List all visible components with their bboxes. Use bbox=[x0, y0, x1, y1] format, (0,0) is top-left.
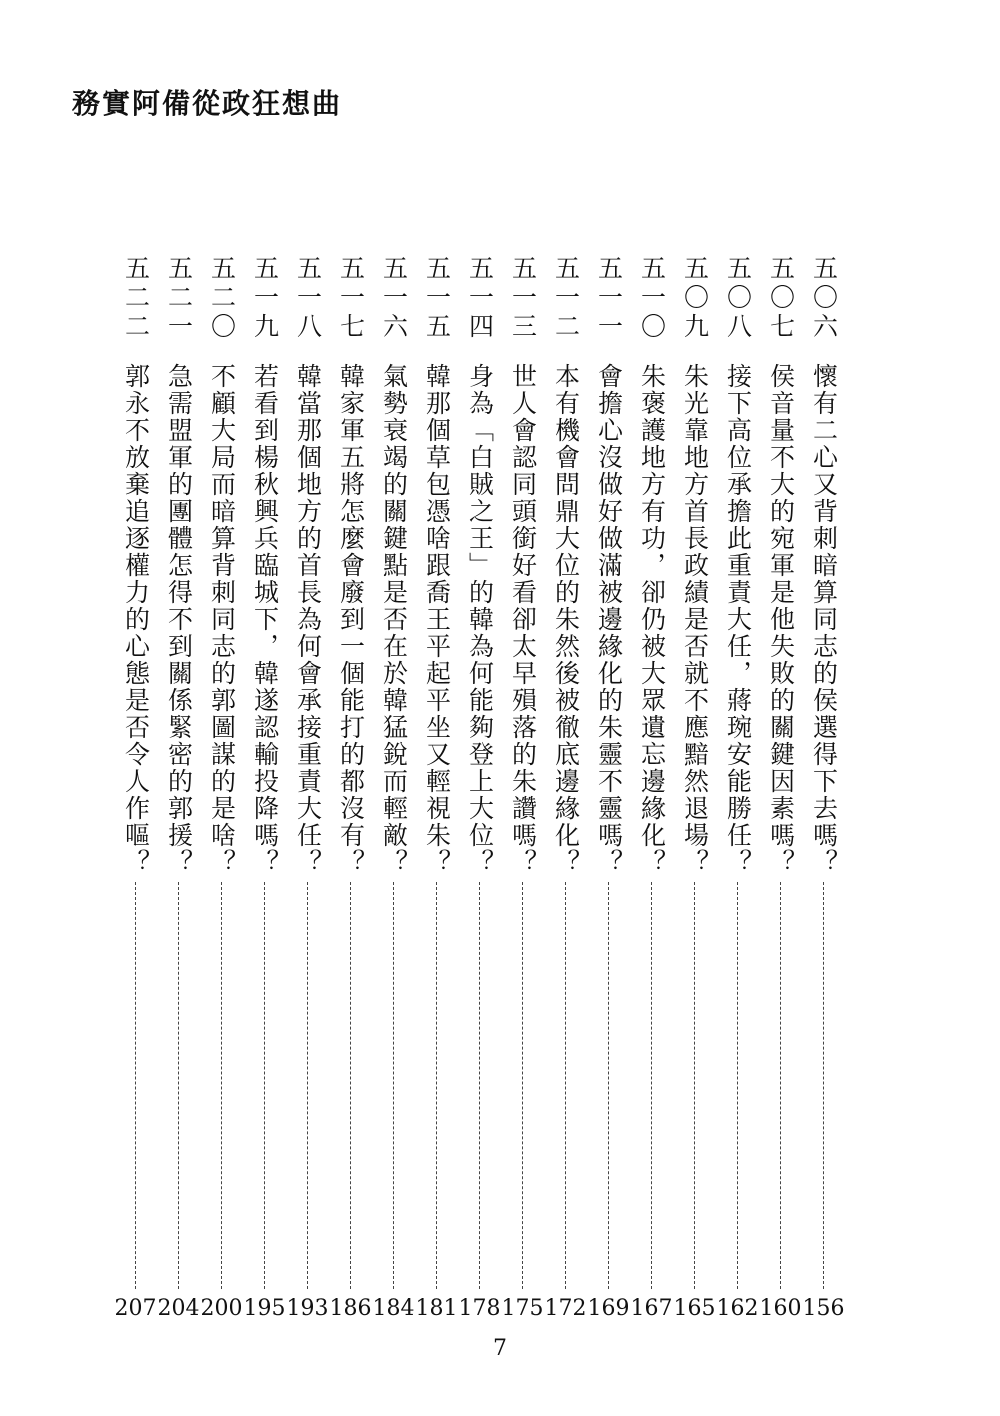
toc-entry[interactable] bbox=[673, 255, 716, 1321]
toc-entry[interactable] bbox=[501, 255, 544, 1321]
toc-entry[interactable] bbox=[759, 255, 802, 1321]
toc-entry[interactable] bbox=[157, 255, 200, 1321]
dotted-leader bbox=[823, 882, 824, 1289]
entry-page-number: 156 bbox=[802, 1296, 845, 1321]
entry-number: 五一一 bbox=[594, 255, 624, 342]
dotted-leader bbox=[135, 882, 136, 1289]
entry-title: 世人會認同頭銜好看卻太早殞落的朱讚嗎？ bbox=[508, 363, 538, 876]
toc-entry[interactable] bbox=[114, 255, 157, 1321]
dotted-leader bbox=[522, 882, 523, 1289]
entry-title: 韓當那個地方的首長為何會承接重責大任？ bbox=[293, 363, 323, 876]
toc-entry[interactable] bbox=[200, 255, 243, 1321]
entry-number: 五一二 bbox=[551, 255, 581, 342]
toc-entry[interactable] bbox=[544, 255, 587, 1321]
entry-number: 五一三 bbox=[508, 255, 538, 342]
entry-page-number: 175 bbox=[501, 1296, 544, 1321]
entry-page-number: 172 bbox=[544, 1296, 587, 1321]
entry-title: 不顧大局而暗算背刺同志的郭圖謀的是啥？ bbox=[207, 363, 237, 876]
dotted-leader bbox=[393, 882, 394, 1289]
toc-entry[interactable] bbox=[415, 255, 458, 1321]
entry-page-number: 178 bbox=[458, 1296, 501, 1321]
dotted-leader bbox=[307, 882, 308, 1289]
entry-number: 五〇八 bbox=[723, 255, 753, 342]
dotted-leader bbox=[694, 882, 695, 1289]
dotted-leader bbox=[178, 882, 179, 1289]
dotted-leader bbox=[608, 882, 609, 1289]
entry-title: 懷有二心又背刺暗算同志的侯選得下去嗎？ bbox=[809, 363, 839, 876]
entry-number: 五一七 bbox=[336, 255, 366, 342]
dotted-leader bbox=[737, 882, 738, 1289]
page-number: 7 bbox=[493, 1336, 507, 1361]
toc-entry[interactable] bbox=[716, 255, 759, 1321]
entry-number: 五一四 bbox=[465, 255, 495, 342]
toc-entry[interactable] bbox=[458, 255, 501, 1321]
entry-page-number: 169 bbox=[587, 1296, 630, 1321]
dotted-leader bbox=[479, 882, 480, 1289]
entry-page-number: 186 bbox=[329, 1296, 372, 1321]
toc-entry[interactable] bbox=[243, 255, 286, 1321]
table-of-contents bbox=[114, 255, 845, 1321]
entry-number: 五二〇 bbox=[207, 255, 237, 342]
entry-page-number: 193 bbox=[286, 1296, 329, 1321]
entry-title: 朱光靠地方首長政績是否就不應黯然退場？ bbox=[680, 363, 710, 876]
entry-title: 朱褒護地方有功，卻仍被大眾遺忘邊緣化？ bbox=[637, 363, 667, 876]
page-title: 務實阿備從政狂想曲 bbox=[72, 87, 343, 120]
entry-title: 會擔心沒做好做滿被邊緣化的朱靈不靈嗎？ bbox=[594, 363, 624, 876]
toc-entry[interactable] bbox=[802, 255, 845, 1321]
entry-number: 五一〇 bbox=[637, 255, 667, 342]
dotted-leader bbox=[350, 882, 351, 1289]
entry-number: 五二二 bbox=[121, 255, 151, 342]
entry-page-number: 184 bbox=[372, 1296, 415, 1321]
entry-number: 五〇九 bbox=[680, 255, 710, 342]
entry-title: 接下高位承擔此重責大任，蔣琬安能勝任？ bbox=[723, 363, 753, 876]
entry-title: 韓那個草包憑啥跟喬王平起平坐又輕視朱？ bbox=[422, 363, 452, 876]
entry-title: 急需盟軍的團體怎得不到關係緊密的郭援？ bbox=[164, 363, 194, 876]
entry-page-number: 195 bbox=[243, 1296, 286, 1321]
entry-number: 五二一 bbox=[164, 255, 194, 342]
entry-page-number: 181 bbox=[415, 1296, 458, 1321]
dotted-leader bbox=[264, 882, 265, 1289]
entry-number: 五一八 bbox=[293, 255, 323, 342]
entry-number: 五一九 bbox=[250, 255, 280, 342]
dotted-leader bbox=[565, 882, 566, 1289]
toc-entry[interactable] bbox=[630, 255, 673, 1321]
entry-page-number: 200 bbox=[200, 1296, 243, 1321]
entry-number: 五一五 bbox=[422, 255, 452, 342]
entry-page-number: 160 bbox=[759, 1296, 802, 1321]
entry-title: 若看到楊秋興兵臨城下，韓遂認輸投降嗎？ bbox=[250, 363, 280, 876]
entry-page-number: 207 bbox=[114, 1296, 157, 1321]
entry-page-number: 167 bbox=[630, 1296, 673, 1321]
entry-title: 身為「白賊之王」的韓為何能夠登上大位？ bbox=[465, 363, 495, 876]
entry-title: 氣勢衰竭的關鍵點是否在於韓猛銳而輕敵？ bbox=[379, 363, 409, 876]
entry-title: 侯音量不大的宛軍是他失敗的關鍵因素嗎？ bbox=[766, 363, 796, 876]
entry-number: 五〇七 bbox=[766, 255, 796, 342]
entry-page-number: 162 bbox=[716, 1296, 759, 1321]
toc-entry[interactable] bbox=[372, 255, 415, 1321]
toc-entry[interactable] bbox=[587, 255, 630, 1321]
entry-title: 郭永不放棄追逐權力的心態是否令人作嘔？ bbox=[121, 363, 151, 876]
dotted-leader bbox=[651, 882, 652, 1289]
entry-title: 韓家軍五將怎麼會廢到一個能打的都沒有？ bbox=[336, 363, 366, 876]
toc-entry[interactable] bbox=[329, 255, 372, 1321]
entry-title: 本有機會問鼎大位的朱然後被徹底邊緣化？ bbox=[551, 363, 581, 876]
dotted-leader bbox=[436, 882, 437, 1289]
entry-page-number: 204 bbox=[157, 1296, 200, 1321]
toc-entry[interactable] bbox=[286, 255, 329, 1321]
entry-number: 五一六 bbox=[379, 255, 409, 342]
dotted-leader bbox=[221, 882, 222, 1289]
entry-number: 五〇六 bbox=[809, 255, 839, 342]
entry-page-number: 165 bbox=[673, 1296, 716, 1321]
dotted-leader bbox=[780, 882, 781, 1289]
